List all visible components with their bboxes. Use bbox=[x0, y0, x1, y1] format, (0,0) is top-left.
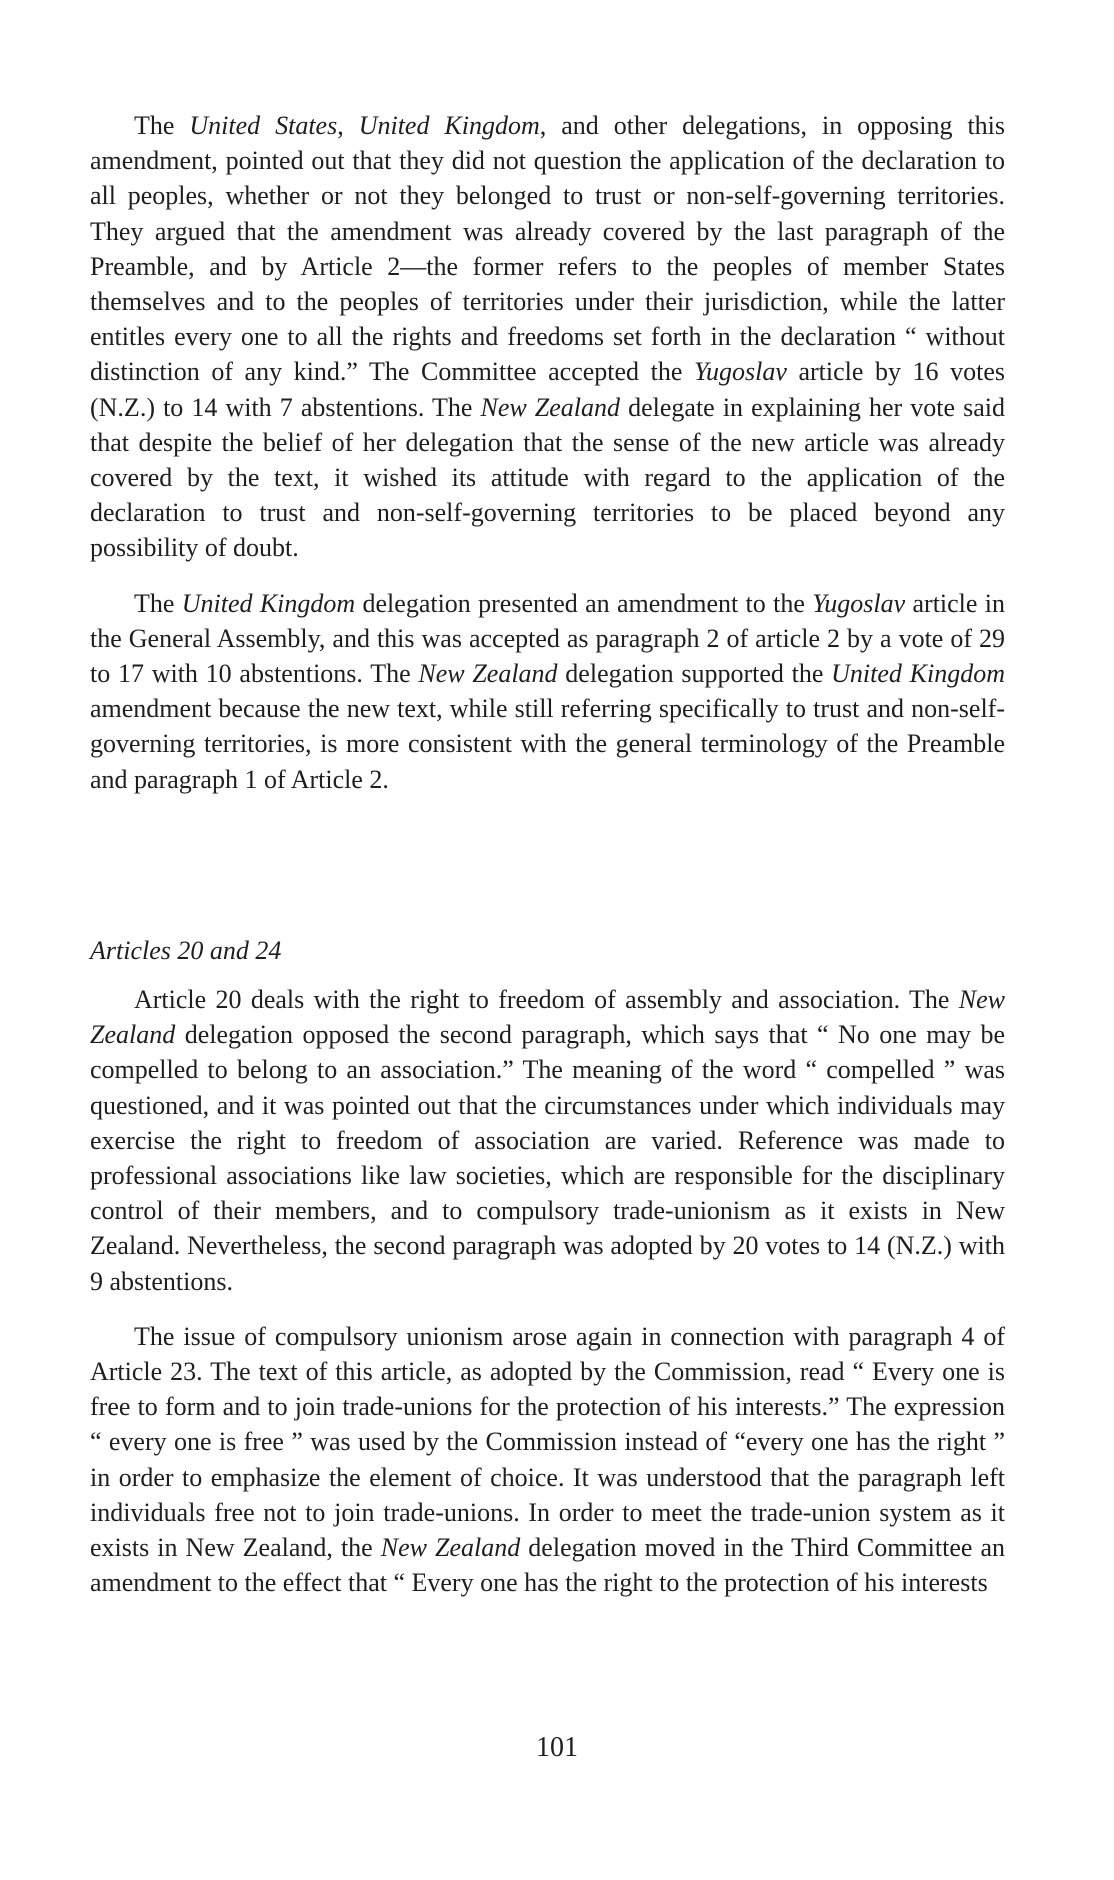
text-run: The bbox=[134, 111, 190, 140]
italic-text: New Zealand bbox=[418, 659, 558, 689]
text-run: delegate in explaining her vote said that despite the belief of her delegation that the sense of the new article was already covered by the text, it wished its attitude with regard to the application of the declaration to trust and non-self-governing territories to be placed beyond any possibility of doubt. bbox=[90, 392, 1005, 563]
paragraph bbox=[90, 982, 1005, 1299]
text-run: article by 16 votes (N.Z.) to 14 with 7 abstentions. The bbox=[90, 357, 1005, 422]
italic-text: United Kingdom bbox=[831, 659, 1005, 689]
section-heading: Articles 20 and 24 bbox=[90, 936, 282, 965]
italic-text: New Zealand bbox=[90, 985, 1005, 1050]
section-articles-20-24 bbox=[90, 933, 1005, 1600]
text-run: delegation presented an amendment to the bbox=[355, 588, 813, 618]
text-run: amendment because the new text, while still referring specifically to trust and non-self-governing territories, is more consistent with the general terminology of the Preamble and paragraph 1 of Article 2. bbox=[90, 694, 1005, 794]
italic-text: United Kingdom bbox=[358, 111, 540, 140]
text-run: The issue of compulsory unionism arose again in connection with paragraph 4 of Article 23. The text of this article, as adopted by the Commission, read “ Every one is free to form and to join trade-unions for the protection of his interests.” The expression “ every one is free ” was used by the Commission instead of “every one has the right ” in order to emphasize the element of choice. It was understood that the paragraph left individuals free not to join trade-unions. In order to meet the trade-union system as it exists in New Zealand, the bbox=[90, 1321, 1005, 1563]
text-run: , bbox=[337, 111, 359, 140]
text-run: delegation opposed the second paragraph, which says that “ No one may be compelled to belong to an association.” The meaning of the word “ compelled ” was questioned, and it was pointed out that the circumstances under which individuals may exercise the right to freedom of association are varied. Reference was made to professional associations like law societies, which are responsible for the disciplinary control of their members, and to compulsory trade-unionism as it exists in New Zealand. Nevertheless, the second paragraph was adopted by 20 votes to 14 (N.Z.) with 9 abstentions. bbox=[90, 1020, 1005, 1296]
italic-text: New Zealand bbox=[380, 1533, 521, 1563]
text-run: article in the General Assembly, and this was accepted as paragraph 2 of article 2 by a vote of 29 to 17 with 10 abstentions. The bbox=[90, 588, 1005, 689]
text-run: delegation supported the bbox=[557, 659, 832, 689]
italic-text: Yugoslav bbox=[812, 588, 906, 618]
paragraph bbox=[90, 108, 1005, 566]
text-run: Article 20 deals with the right to freedom of assembly and association. The bbox=[134, 985, 959, 1014]
text-run: The bbox=[134, 588, 182, 618]
text-run: delegation moved in the Third Committee an amendment to the effect that “ Every one has the right to the protection of his interests bbox=[90, 1533, 1006, 1598]
paragraph bbox=[90, 586, 1005, 797]
italic-text: Yugoslav bbox=[693, 357, 787, 387]
section-preamble-discussion bbox=[90, 108, 1005, 797]
italic-text: New Zealand bbox=[480, 392, 621, 422]
page-number: 101 bbox=[536, 1732, 578, 1763]
text-run: , and other delegations, in opposing this amendment, pointed out that they did not question the application of the declaration to all peoples, whether or not they belonged to trust or non-self-governing territories. They argued that the amendment was already covered by the last paragraph of the Preamble, and by Article 2—the former refers to the peoples of member States themselves and to the peoples of territories under their jurisdiction, while the latter entitles every one to all the rights and freedoms set forth in the declaration “ without distinction of any kind.” The Committee accepted the bbox=[90, 111, 1006, 387]
italic-text: United States bbox=[189, 111, 338, 140]
paragraph bbox=[90, 1319, 1005, 1601]
italic-text: United Kingdom bbox=[181, 588, 356, 618]
